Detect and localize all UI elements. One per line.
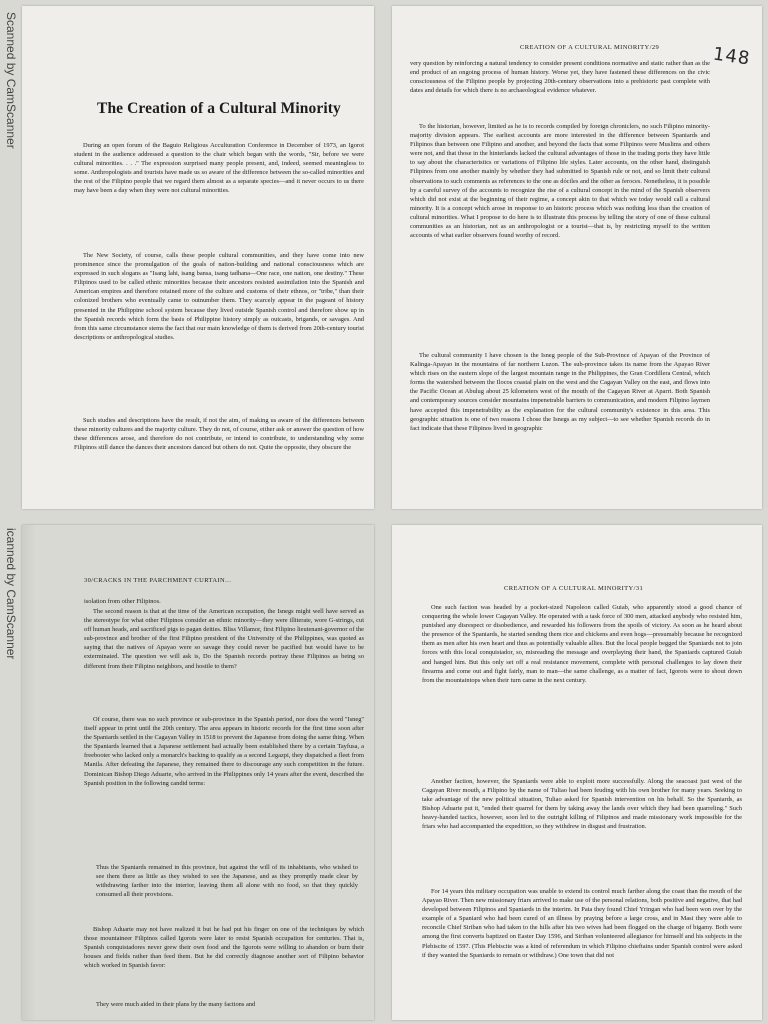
book-page-31 [392, 525, 762, 1020]
scanner-watermark-top: Scanned by CamScanner [4, 12, 18, 149]
page31-paragraph-3: For 14 years this military occupation was unable to extend its control much farther along the coast than the mouth of the Apayao River. Then new missionary friars arrived to make use of the personal relations, both positive and negative, that had developed between Filipinos and Spaniards in the interim. In Pata they found Chief Yringan who had been won over by the example of a Spaniard who had been cured of an illness by praying before a large cross, and in Masi they were able to reconcile Chief Siriban who had taken to the hills after his two wives had been flogged on the charge of bigamy. Both were among the first converts baptized on Easter Day 1596, and Siriban volunteered allegiance for himself and his subjects in the Plebiscite of 1597. (This Plebiscite was a kind of referendum in which Filipino chieftains under Spanish control were asked if they wanted the Spaniards to remain or withdraw.) One town that did not [422, 888, 742, 959]
page31-paragraph-1: One such faction was headed by a pocket-sized Napoleon called Guiab, who apparently stood a good chance of conquering the whole lower Cagayan Valley. He operated with a task force of 300 men, attacked anybody who resisted him, punished any disrespect or disobedience, and rewarded his followers from the spoils of victory. As soon as he heard about the presence of the Spaniards, he started sending them rice and chickens and even hogs—presumably because he recognized them as men after his own heart and thus as potentially valuable allies. But the local people begged the Spaniards not to join forces with this local conquistador, so, misreading the message and overplaying their hand, the Spaniards captured Guiab and hanged him. But this only set off a real resistance movement, complete with personal challenges to lay down their firearms and come out and fight fairly, man to man—the same challenge, as a matter of fact, Igorots were to shout down from the mountaintops when their turn came in the next century. [422, 604, 742, 684]
page29-paragraph-1: very question by reinforcing a natural tendency to consider present conditions normative and static rather than as the end product of an ongoing process of human history. Worse yet, they have fastened these differences on the civic consciousness of the Filipino people by projecting 20th-century observations into a prehistoric past complete with dates and details for which there is no archaeological evidence whatever. [410, 60, 710, 95]
page28-paragraph-1: During an open forum of the Baguio Religious Acculturation Conference in December of 1973, an Igorot student in the audience addressed a question to the chair which began with the words, "Sir, before we were cultural minorities. . . ." The expression surprised many people present, and, indeed, seemed meaningless to some. Anthropologists and tourists have made us so aware of the difference between the so-called minorities and the rest of the Filipino people that we regard them almost as a separate species—and it never occurs to us there may have been a day when they were not cultural minorities. [74, 142, 364, 195]
running-head-29: CREATION OF A CULTURAL MINORITY/29 [520, 44, 660, 51]
page30-paragraph-1: isolation from other Filipinos. [84, 598, 161, 605]
page30-paragraph-2: The second reason is that at the time of the American occupation, the Isnegs might well have served as the stereotype for what other Filipinos consider an ethnic minority—they were illiterate, wore G-strings, cut off human heads, and sacrificed pigs to pagan deities. Bliss Villamor, first Filipino lieutenant-governor of the sub-province and brother of the first Filipino president of the University of the Philippines, was quoted as saying that the natives of Apayao were so savage they could never be pacified but would have to be exterminated. The question we will ask is, Do the Spanish records portray these Filipinos as being so different from their Filipino neighbors, and hostile to them? [84, 608, 364, 670]
scanner-watermark-bottom: icanned by CamScanner [4, 528, 18, 660]
handwritten-page-note: 148 [711, 43, 752, 70]
page30-last-line: They were much aided in their plans by the many factions and [96, 1001, 256, 1008]
chapter-title: The Creation of a Cultural Minority [97, 100, 341, 117]
page28-paragraph-3: Such studies and descriptions have the result, if not the aim, of making us aware of the differences between these minority cultures and the majority culture. They do not, of course, either ask or answer the question of how these differences arose, and therefore do not contribute, or intend to contribute, to understanding why some Filipinos still dance the dances their ancestors danced but others do not. Quite the opposite, they obscure the [74, 417, 364, 452]
book-page-30 [22, 525, 374, 1020]
aduarte-block-quote: Thus the Spaniards remained in this province, but against the will of its inhabitants, who wished to see them there as little as they wished to see the Japanese, and as they promptly made clear by withdrawing farther into the interior, leaving them all alone with no food, so that they quickly consumed all their provisions. [96, 864, 358, 899]
book-page-28 [22, 6, 374, 509]
page29-paragraph-2: To the historian, however, limited as he is to records compiled by foreign chroniclers, no such Filipino minority-majority division appears. The earliest accounts are more interested in the difference between Spaniards and Filipinos than between one Filipino and another, and beyond the facts that some Filipinos were Muslims and others were not, and that those in the hinterlands lacked the cultural advantages of those in the trading ports they have little to say about the characteristics or variations of Filipino life styles. Later accounts, on the other hand, distinguish Filipinos from one another mainly by whether they had submitted to Spanish rule or not, and so limit their cultural observations to such comments as references to the one as dóciles and the other as feroces. Nonetheless, it is possible by a careful survey of the accounts to recognize the rise of a cultural concept in the mind of the Spanish observers which did not exist at the beginning of their regime, a concept akin to that which we today would call a cultural minority. It is a concept which arose in response to an historic process which was nothing less than the creation of cultural minorities. What I propose to do here is to illustrate this process by telling the story of one of these cultural communities as an historian, not as an anthropologist or a tourist—that is, by restricting myself to the written accounts of what earlier observers found worthy of record. [410, 123, 710, 240]
page29-paragraph-3: The cultural community I have chosen is the Isneg people of the Sub-Province of Apayao of the Province of Kalinga-Apayao in the mountains of far northern Luzon. The sub-province takes its name from the Apayao River which rises on the eastern slope of the largest mountain range in the Philippines, the Gran Cordillera Central, which forms the watershed between the Ilocos coastal plain on the west and the Cagayan Valley on the east, and flows into the Pacific Ocean at Abulug about 25 kilometers west of the mouth of the Cagayan River at Aparri. Both Spanish and contemporary sources consider mountains impenetrable barriers to communication, and modern Filipino laymen have accepted this impenetrability as the explanation for the cultural community's existence in this area. This geographic situation is one of two reasons I chose the Isnegs as my subject—to see whether Spanish records do in fact indicate that these Filipinos lived in geographic [410, 352, 710, 432]
running-head-30: 30/CRACKS IN THE PARCHMENT CURTAIN... [84, 577, 232, 584]
page28-paragraph-2: The New Society, of course, calls these people cultural communities, and they have come into new prominence since the promulgation of the goals of nation-building and national consciousness which are expressed in such slogans as "Isang lahi, isang bansa, isang tadhana—One race, one nation, one destiny." These Filipinos used to be called ethnic minorities because their ancestors resisted assimilation into the Spanish and American empires and therefore retained more of the culture and customs of their ethnos, or "tribe," than their colonized brothers who eventually came to outnumber them. They scarcely appear in the pageant of history presented in the Philippine school system because they lived outside Spanish control and therefore show up in the Spanish records which form the basis of Philippine history simply as outcasts, brigands, or savages. And from this same circumstance stems the fact that our main knowledge of them is derived from 20th-century tourist descriptions or anthropological studies. [74, 252, 364, 341]
page30-paragraph-4: Bishop Aduarte may not have realized it but he had put his finger on one of the techniques by which those mountaineer Filipinos called Igorots were later to resist Spanish occupation for centuries. That is, Spanish conquistadores never grew their own food and the Igorots were willing to abandon or burn their houses and fields rather than feed them. But he did correctly diagnose another sort of Filipino behavior which worked in Spanish favor: [84, 926, 364, 970]
page31-paragraph-2: Another faction, however, the Spaniards were able to exploit more successfully. Along the seacoast just west of the Cagayan River mouth, a Filipino by the name of Tuliao had been feuding with his own brother for many years. Seeking to take advantage of the new political situation, Tuliao asked for Spanish intervention on his behalf. So the Spaniards, as Bishop Aduarte put it, "ended their quarrel for them by taking away the lands over which they had been quarreling." Such heavy-handed tactics, however, soon led to the outright killing of Filipinos and made missionary work impossible for the friars who had accompanied the expedition, so they withdrew in disgust and frustration. [422, 778, 742, 831]
page30-paragraph-3: Of course, there was no such province or sub-province in the Spanish period, nor does the word "Isneg" itself appear in print until the 20th century. The area appears in historic records for the first time soon after the Spaniards settled in the Cagayan Valley in 1518 to prevent the Japanese from doing the same thing. When the Spaniards learned that a Japanese settlement had actually been established there by a certain Tayfusa, a freebooter who lacked only a monarch's backing to qualify as a second Legazpi, they dispatched a fleet from Manila. After defeating the Japanese, they remained there to discourage any such competition in the future. Dominican Bishop Diego Aduarte, who arrived in the Philippines only 14 years after the event, described the Spanish position in the following candid terms: [84, 716, 364, 787]
running-head-31: CREATION OF A CULTURAL MINORITY/31 [504, 585, 644, 592]
book-page-29 [392, 6, 762, 509]
